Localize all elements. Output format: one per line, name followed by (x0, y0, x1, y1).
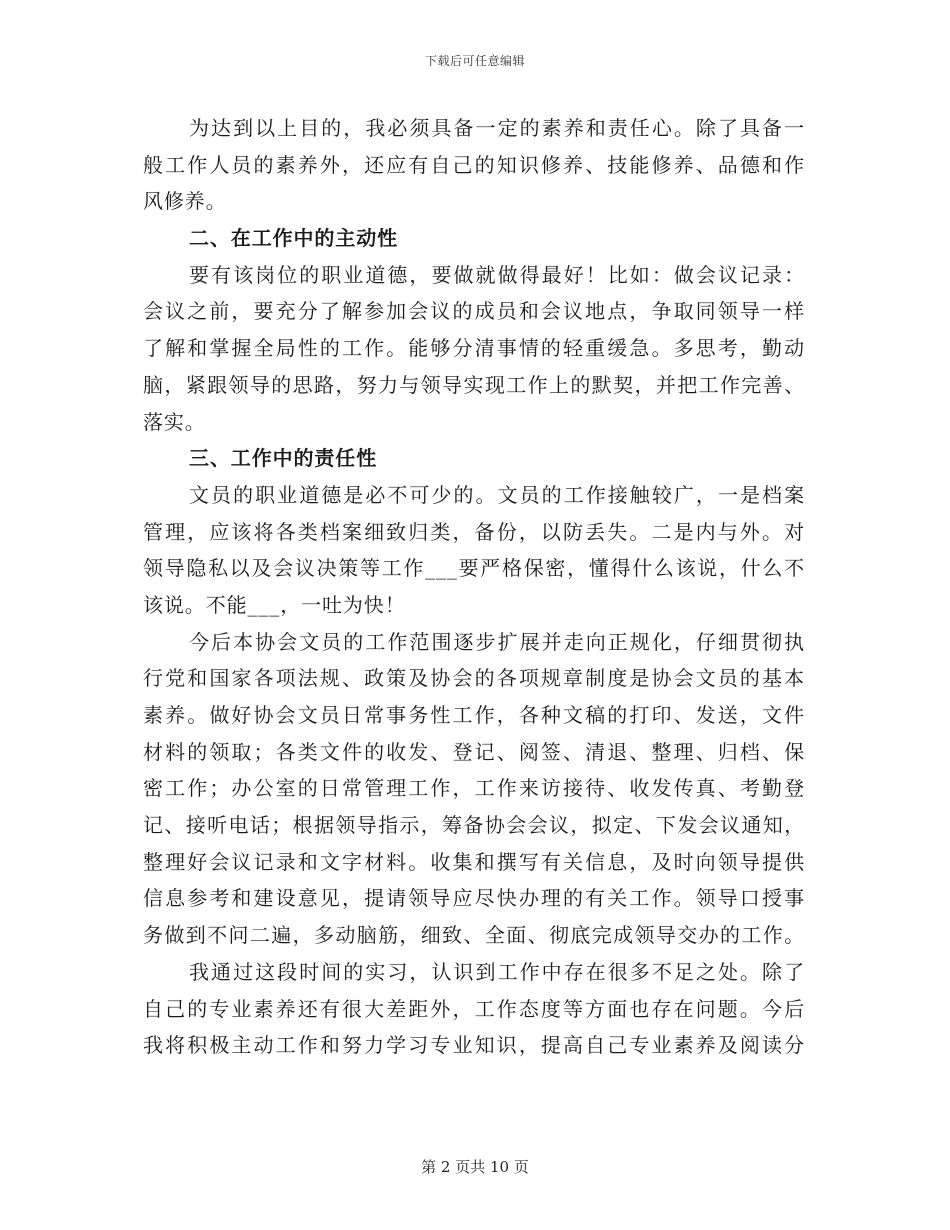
paragraph-line: 材料的领取；各类文件的收发、登记、阅签、清退、整理、归档、保 (143, 739, 805, 764)
paragraph-line: 信息参考和建设意见，提请领导应尽快办理的有关工作。领导口授事 (143, 886, 805, 911)
paragraph-line: 脑，紧跟领导的思路，努力与领导实现工作上的默契，并把工作完善、 (143, 372, 805, 397)
paragraph-line: 风修养。 (143, 189, 227, 214)
section-heading: 二、在工作中的主动性 (189, 226, 398, 251)
paragraph-line: 整理好会议记录和文字材料。收集和撰写有关信息，及时向领导提供 (143, 849, 805, 874)
document-body (143, 110, 805, 1064)
paragraph-line: 自己的专业素养还有很大差距外，工作态度等方面也存在问题。今后 (143, 996, 805, 1021)
paragraph-line: 落实。 (143, 409, 206, 434)
paragraph-line: 为达到以上目的，我必须具备一定的素养和责任心。除了具备一 (189, 116, 805, 140)
paragraph-line: 文员的职业道德是必不可少的。文员的工作接触较广，一是档案 (189, 482, 805, 507)
paragraph-line: 了解和掌握全局性的工作。能够分清事情的轻重缓急。多思考，勤动 (143, 336, 805, 361)
paragraph-line: 般工作人员的素养外，还应有自己的知识修养、技能修养、品德和作 (143, 152, 805, 177)
paragraph-line: 我通过这段时间的实习，认识到工作中存在很多不足之处。除了 (189, 959, 805, 984)
paragraph-line: 密工作；办公室的日常管理工作，工作来访接待、收发传真、考勤登 (143, 776, 805, 801)
paragraph-line: 今后本协会文员的工作范围逐步扩展并走向正规化，仔细贯彻执 (189, 629, 805, 654)
paragraph-line: 会议之前，要充分了解参加会议的成员和会议地点，争取同领导一样 (143, 299, 805, 324)
page-header: 下载后可任意编辑 (424, 54, 525, 68)
page-footer: 第 2 页共 10 页 (421, 1158, 529, 1176)
paragraph-line: 行党和国家各项法规、政策及协会的各项规章制度是协会文员的基本 (143, 666, 805, 691)
paragraph-line: 该说。不能___，一吐为快！ (143, 592, 406, 617)
section-heading: 三、工作中的责任性 (189, 446, 378, 471)
paragraph-line: 素养。做好协会文员日常事务性工作，各种文稿的打印、发送，文件 (143, 703, 805, 727)
paragraph-line: 要有该岗位的职业道德，要做就做得最好！比如：做会议记录： (189, 262, 805, 287)
paragraph-line: 我将积极主动工作和努力学习专业知识，提高自己专业素养及阅读分 (143, 1033, 805, 1058)
paragraph-line: 领导隐私以及会议决策等工作___要严格保密，懂得什么该说，什么不 (143, 556, 805, 581)
paragraph-line: 管理，应该将各类档案细致归类，备份，以防丢失。二是内与外。对 (143, 519, 805, 544)
paragraph-line: 务做到不问二遍，多动脑筋，细致、全面、彻底完成领导交办的工作。 (143, 923, 805, 948)
paragraph-line: 记、接听电话；根据领导指示，筹备协会会议，拟定、下发会议通知， (143, 813, 805, 838)
